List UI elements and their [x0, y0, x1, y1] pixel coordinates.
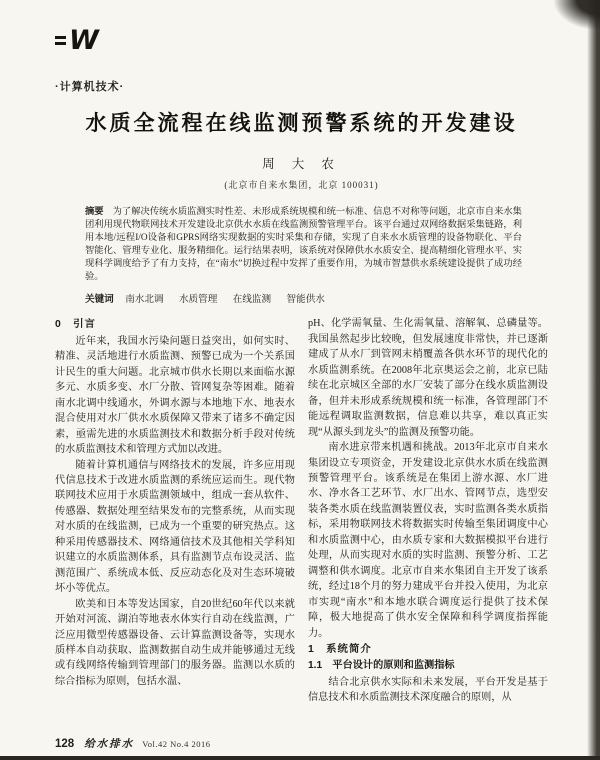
- paragraph: 随着计算机通信与网络技术的发展，许多应用现代信息技术于改进水质监测的系统应运而生。现代物联网技术应用于水质监测领域中，组成一套从软件、传感器、数据处理至结果发布的完整系统，从而实现对水质的在线监测，已成为一个重要的研究热点。这种采用传感器技术、网络通信技术及其他相关学科知识建立的水质监测体系，具有监测节点布设灵活、监测范围广、系统成本低、反应动态化及对生态环境破坏小等优点。: [55, 459, 295, 595]
- journal-logo-icon: [55, 26, 548, 54]
- left-column: [55, 316, 295, 705]
- paragraph: 南水进京带来机遇和挑战。2013年北京市自来水集团设立专项资金，开发建设北京供水水质在线监测预警管理平台。该系统是在集团上游水源、水厂进水、净水各工艺环节、水厂出水、管网节点，选型安装各类水质在线监测装置仪表，实时监测各类水质指标，采用物联网技术将数据实时传输至集团调度中心和水质监测中心，由水质专家和大数据模拟平台进行处理，从而实现对水质的实时监测、预警分析、工艺调整和供水调度。北京市自来水集团自主开发了该系统，经过18个月的努力建成平台并投入使用，为北京市实现“南水”和本地水联合调度运行提供了技术保障，极大地提高了供水安全保障和科学调度指挥能力。: [308, 442, 548, 639]
- abstract-label: 摘要: [85, 207, 104, 217]
- section-heading-overview: 1 系统简介: [308, 643, 372, 655]
- body-columns: [55, 316, 548, 705]
- keywords-block: [85, 291, 522, 305]
- journal-name: 给水排水: [84, 739, 135, 750]
- abstract-block: [85, 206, 522, 283]
- section-label: ·计算机技术·: [55, 81, 125, 93]
- journal-issue: Vol.42 No.4 2016: [142, 739, 211, 749]
- page-title: 水质全流程在线监测预警系统的开发建设: [85, 112, 518, 135]
- author-name: 周 大 农: [262, 157, 341, 171]
- page-number: 128: [55, 738, 75, 750]
- paragraph-continuation: pH、化学需氧量、生化需氧量、溶解氧、总磷量等。我国虽然起步比较晚，但发展速度非常快，并已逐渐建成了从水厂到管网末梢覆盖各供水环节的现代化的水质监测系统。在2008年北京奥运会之前，北京已陆续在北京城区全部的水厂安装了部分在线水质监测设备，但并未形成系统规模和统一标准，各管理部门不能远程调取监测数据，信息难以共享，难以真正实现“从源头到龙头”的监测及预警功能。: [308, 318, 548, 438]
- keyword: 水质管理: [178, 294, 218, 306]
- right-column: [308, 316, 548, 705]
- scan-corner-top-right: [554, 0, 600, 30]
- scan-edge-bottom: [0, 756, 600, 760]
- paragraph: 欧美和日本等发达国家，自20世纪60年代以来就开始对河流、湖泊等地表水体实行自动在线监测，广泛应用微型传感器设备、云计算监测设备等，实现水质样本自动获取、监测数据自动生成并能够通过无线或有线网络传输到管理部门的服务器。监测以水质的综合指标为原则，包括水温、: [55, 598, 295, 687]
- paragraph: 近年来，我国水污染问题日益突出，如何实时、精准、灵活地进行水质监测、预警已成为一个关系国计民生的重大问题。北京城市供水长期以来面临水源多元、水质多变、水厂分散、管网复杂等困难。随着南水北调中线通水，外调水源与本地地下水、地表水混合使用对水厂供水水质保障又带来了诸多不确定因素，亟需先进的水质监测技术和数据分析手段对传统的水质监测技术和管理方式加以改进。: [55, 335, 295, 456]
- scan-edge-right: [587, 0, 600, 760]
- page-footer: [55, 736, 210, 751]
- abstract-text: 为了解决传统水质监测实时性差、未形成系统规模和统一标准、信息不对称等问题，北京市自来水集团利用现代物联网技术开发建设北京供水水质在线监测预警管理平台。该平台通过双网络数据采集链路，利用本地/远程I/O设备和GPRS网络实现数据的实时采集和存储，实现了自来水水质管理的设备物联化、平台智能化、管理专业化、服务精细化。运行结果表明，该系统对保障供水水质安全、提高精细化管理水平、实现科学调度给予了有力支持，在“南水”切换过程中发挥了重要作用，为城市智慧供水系统建设提供了成功经验。: [85, 207, 522, 282]
- author-affiliation: (北京市自来水集团，北京 100031): [224, 180, 379, 190]
- logo-bars-icon: [55, 33, 66, 48]
- keywords-label: 关键词: [85, 294, 114, 306]
- keyword: 南水北调: [125, 294, 164, 306]
- keyword: 在线监测: [232, 294, 272, 306]
- logo-letter: W: [69, 24, 97, 56]
- keyword: 智能供水: [286, 294, 325, 306]
- subsection-heading: 1.1 平台设计的原则和监测指标: [308, 660, 455, 672]
- paragraph: 结合北京供水实际和未来发展，平台开发是基于信息技术和水质监测技术深度融合的原则，从: [308, 676, 548, 704]
- section-heading-intro: 0 引言: [55, 319, 96, 331]
